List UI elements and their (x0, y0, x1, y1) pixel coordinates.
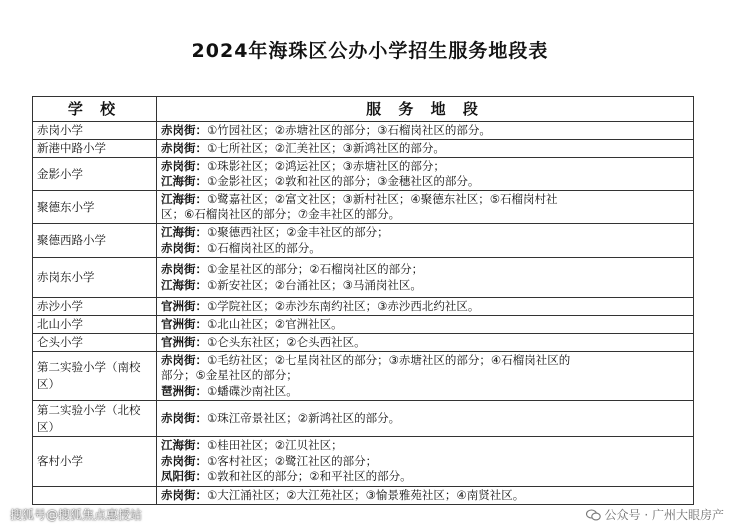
street-name: 官洲街： (161, 298, 207, 313)
service-area (157, 401, 694, 437)
header-school: 学 校 (33, 97, 157, 122)
community-list: ①金星社区的部分；②石榴岗社区的部分； (207, 262, 424, 276)
community-list: ①大江涌社区；②大江苑社区；③愉景雅苑社区；④南贤社区。 (207, 487, 525, 502)
community-list: 区；⑥石榴岗社区的部分；⑦金丰社区的部分。 (161, 207, 401, 221)
community-list: ①学院社区；②赤沙东南约社区；③赤沙西北约社区。 (207, 298, 480, 313)
table-row (33, 158, 694, 191)
community-list: ①聚德西社区；②金丰社区的部分； (207, 225, 389, 239)
community-list: ①金影社区；②敦和社区的部分；③金穗社区的部分。 (207, 174, 480, 188)
service-area (157, 191, 694, 224)
community-list: ①竹园社区；②赤塘社区的部分；③石榴岗社区的部分。 (207, 122, 491, 137)
service-line (161, 335, 689, 351)
wechat-icon (586, 509, 601, 521)
table-row (33, 140, 694, 158)
street-name: 赤岗街： (161, 158, 207, 173)
street-name: 赤岗街： (161, 262, 207, 276)
service-line (161, 241, 689, 257)
community-list: ①珠影社区；②鸿运社区；③赤塘社区的部分； (207, 158, 445, 173)
school-name: 赤岗东小学 (33, 258, 157, 298)
street-name: 江海街： (161, 225, 207, 239)
school-name (33, 487, 157, 505)
community-list: ①石榴岗社区的部分。 (207, 240, 321, 255)
street-name: 赤岗街： (161, 487, 207, 502)
school-name: 聚德东小学 (33, 191, 157, 224)
street-name: 琶洲街： (161, 383, 207, 398)
street-name: 凤阳街： (161, 469, 207, 484)
header-service-area: 服 务 地 段 (157, 97, 694, 122)
school-name: 客村小学 (33, 437, 157, 487)
table-header-row (33, 97, 694, 122)
street-name: 江海街： (161, 277, 207, 292)
document-title: 2024年海珠区公办小学招生服务地段表 (191, 40, 549, 62)
service-area (157, 352, 694, 401)
service-line (161, 488, 689, 504)
school-name: 赤岗小学 (33, 122, 157, 140)
service-area (157, 140, 694, 158)
service-area (157, 298, 694, 316)
community-list: ①蟠碟沙南社区。 (207, 383, 298, 398)
street-name: 赤岗街： (161, 122, 207, 137)
street-name: 赤岗街： (161, 240, 207, 255)
street-name: 江海街： (161, 438, 207, 453)
table-row (33, 122, 694, 140)
table-row (33, 224, 694, 258)
service-line (161, 262, 689, 278)
service-line (161, 299, 689, 315)
street-name: 赤岗街： (161, 453, 207, 468)
street-name: 官洲街： (161, 334, 207, 349)
service-line (161, 411, 689, 427)
community-list: ①鹭嘉社区；②富文社区；③新村社区；④聚德东社区；⑤石榴岗村社 (207, 191, 558, 206)
service-line (161, 207, 689, 223)
street-name: 官洲街： (161, 316, 207, 331)
service-line (161, 368, 689, 384)
street-name: 江海街： (161, 174, 207, 188)
community-list: ①桂田社区；②江贝社区； (207, 438, 343, 453)
school-name: 第二实验小学（南校区） (33, 352, 157, 401)
service-area (157, 316, 694, 334)
school-name: 赤沙小学 (33, 298, 157, 316)
table-row (33, 298, 694, 316)
school-name: 新港中路小学 (33, 140, 157, 158)
community-list: ①客村社区；②鹭江社区的部分； (207, 453, 378, 468)
table-row (33, 191, 694, 224)
school-name: 金影小学 (33, 158, 157, 191)
service-line (161, 454, 689, 470)
service-area (157, 487, 694, 505)
community-list: ①仑头东社区；②仑头西社区。 (207, 334, 366, 349)
service-line (161, 225, 689, 241)
service-line (161, 159, 689, 175)
table-row (33, 316, 694, 334)
service-area (157, 258, 694, 298)
community-list: ①毛纺社区；②七星岗社区的部分；③赤塘社区的部分；④石榴岗社区的 (207, 352, 571, 367)
table-row (33, 487, 694, 505)
school-name: 第二实验小学（北校区） (33, 401, 157, 437)
street-name: 赤岗街： (161, 352, 207, 367)
community-list: ①珠江帝景社区；②新鸿社区的部分。 (207, 410, 401, 425)
service-line (161, 141, 689, 157)
street-name: 赤岗街： (161, 410, 207, 425)
community-list: 部分；⑤金星社区的部分； (161, 368, 298, 383)
community-list: ①七所社区；②汇美社区；③新鸿社区的部分。 (207, 140, 445, 155)
community-list: ①北山社区；②官洲社区。 (207, 316, 343, 331)
service-line (161, 278, 689, 294)
community-list: ①新安社区；②台涌社区；③马涌岗社区。 (207, 277, 422, 292)
service-line (161, 317, 689, 333)
service-line (161, 192, 689, 208)
street-name: 赤岗街： (161, 140, 207, 155)
table-row (33, 334, 694, 352)
service-line (161, 123, 689, 139)
service-line (161, 438, 689, 454)
table-row (33, 258, 694, 298)
wechat-watermark (586, 506, 724, 523)
service-area (157, 437, 694, 487)
service-line (161, 384, 689, 400)
service-line (161, 174, 689, 190)
service-area (157, 224, 694, 258)
service-area (157, 334, 694, 352)
community-list: ①敦和社区的部分；②和平社区的部分。 (207, 469, 412, 484)
table-row (33, 352, 694, 401)
service-area (157, 158, 694, 191)
sohu-watermark: 搜狐号@搜狐焦点惠授站 (10, 508, 143, 522)
school-name: 聚德西路小学 (33, 224, 157, 258)
service-area (157, 122, 694, 140)
table-row (33, 401, 694, 437)
wechat-watermark-text: 公众号 · 广州大眼房产 (604, 508, 724, 522)
school-name: 北山小学 (33, 316, 157, 334)
service-line (161, 469, 689, 485)
service-line (161, 353, 689, 369)
table-row (33, 437, 694, 487)
street-name: 江海街： (161, 191, 207, 206)
school-name: 仑头小学 (33, 334, 157, 352)
table-body (33, 122, 694, 505)
enrollment-table (32, 96, 694, 505)
